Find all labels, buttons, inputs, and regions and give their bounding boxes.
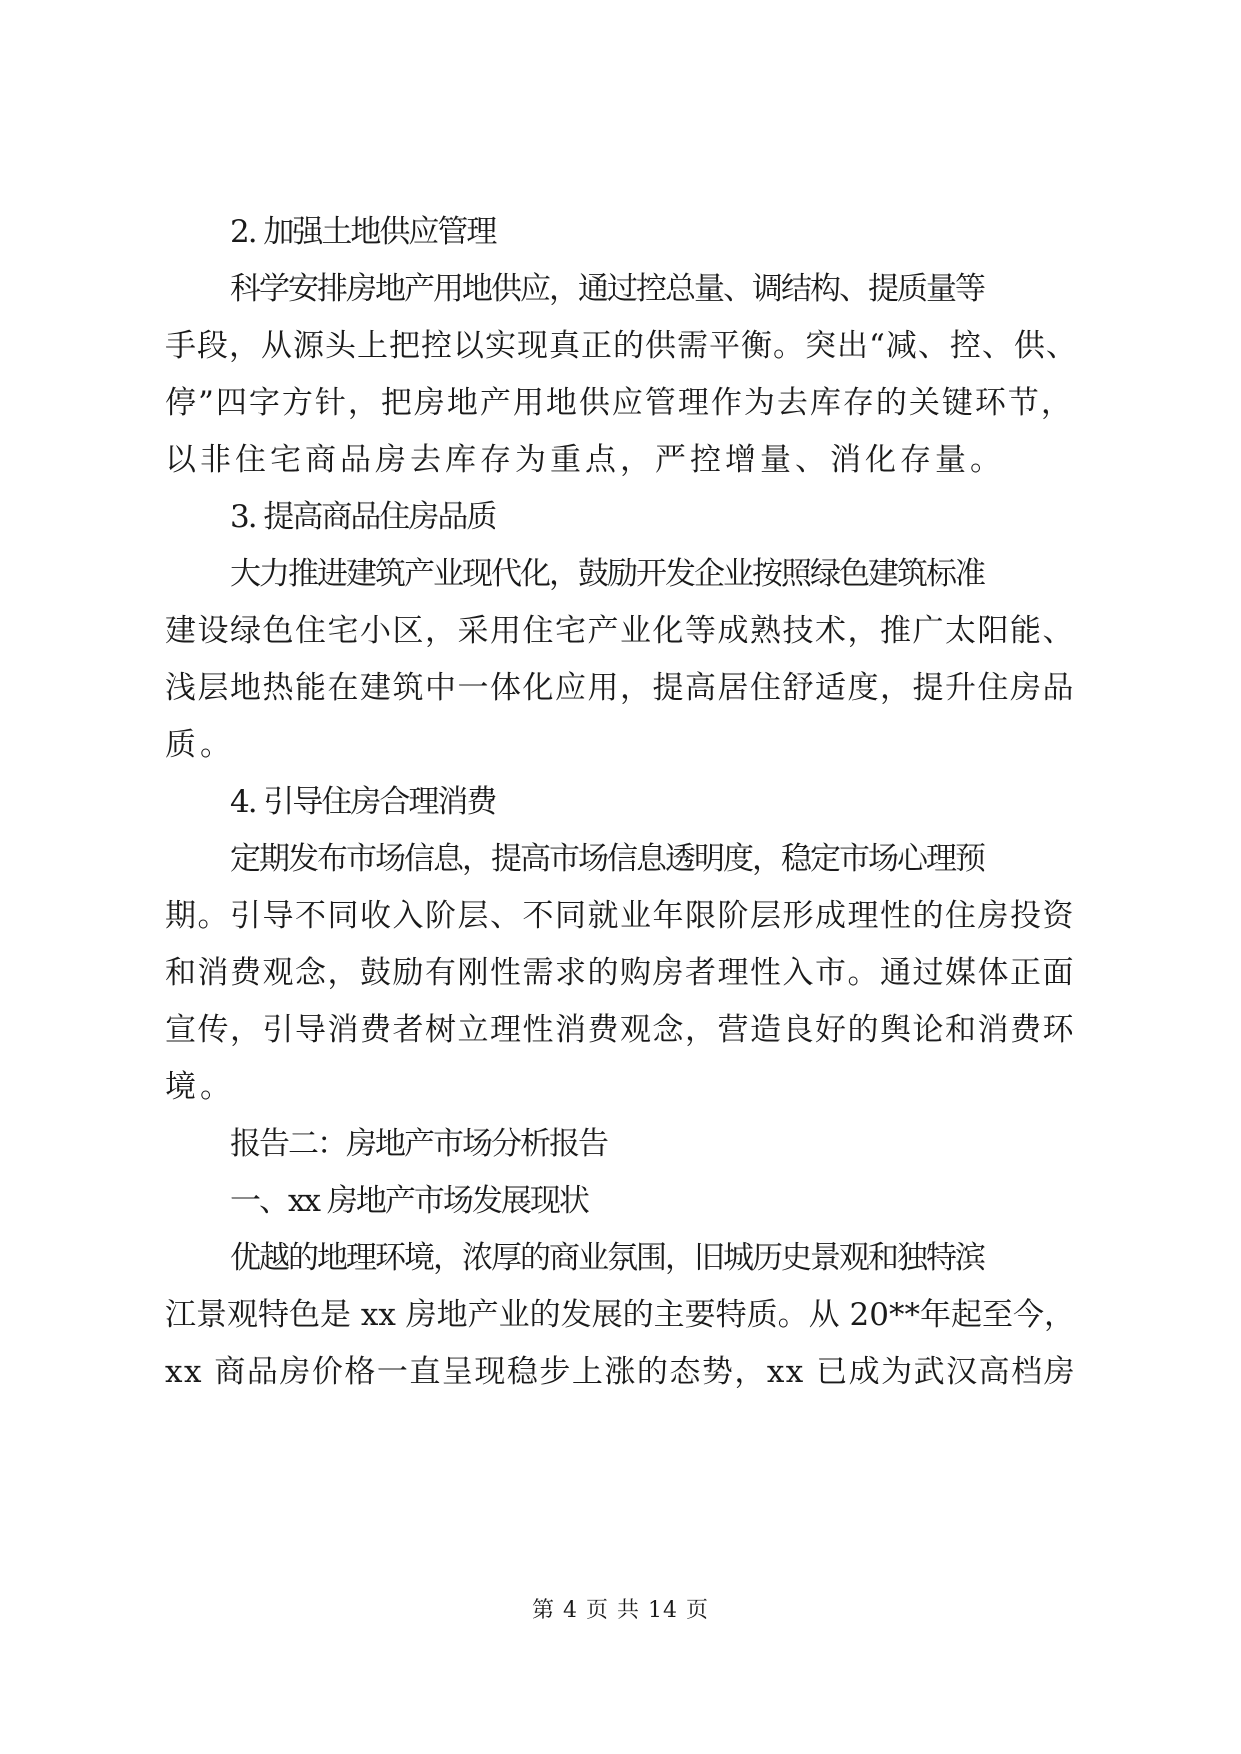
paragraph-line: 浅层地热能在建筑中一体化应用，提高居住舒适度，提升住房品 [165,670,1075,706]
paragraph-line: 优越的地理环境，浓厚的商业氛围，旧城历史景观和独特滨 [230,1240,984,1276]
paragraph-line: 以非住宅商品房去库存为重点，严控增量、消化存量。 [165,442,1005,478]
paragraph-line: 和消费观念，鼓励有刚性需求的购房者理性入市。通过媒体正面 [165,955,1075,991]
heading-consumption: 4. 引导住房合理消费 [230,784,496,820]
paragraph-line: 宣传，引导消费者树立理性消费观念，营造良好的舆论和消费环 [165,1012,1075,1048]
paragraph-line: 期。引导不同收入阶层、不同就业年限阶层形成理性的住房投资 [165,898,1075,934]
heading-housing-quality: 3. 提高商品住房品质 [230,499,496,535]
heading-land-supply: 2. 加强土地供应管理 [230,214,496,250]
paragraph-line: 科学安排房地产用地供应，通过控总量、调结构、提质量等 [230,271,984,307]
paragraph-line: 江景观特色是 xx 房地产业的发展的主要特质。从 20**年起至今， [165,1297,1075,1333]
paragraph-line: 手段，从源头上把控以实现真正的供需平衡。突出“减、控、供、 [165,328,1078,364]
paragraph-line: 定期发布市场信息，提高市场信息透明度，稳定市场心理预 [230,841,984,877]
paragraph-line: 境。 [165,1069,235,1105]
report-two-title: 报告二：房地产市场分析报告 [230,1126,607,1162]
page-number-footer: 第 4 页 共 14 页 [532,1598,709,1623]
paragraph-line: 质。 [165,727,235,763]
paragraph-line: xx 商品房价格一直呈现稳步上涨的态势，xx 已成为武汉高档房 [165,1354,1077,1390]
paragraph-line: 建设绿色住宅小区，采用住宅产业化等成熟技术，推广太阳能、 [165,613,1075,649]
paragraph-line: 停”四字方针，把房地产用地供应管理作为去库存的关键环节， [165,385,1074,421]
paragraph-line: 大力推进建筑产业现代化，鼓励开发企业按照绿色建筑标准 [230,556,984,592]
section-one-heading: 一、xx 房地产市场发展现状 [230,1183,588,1219]
